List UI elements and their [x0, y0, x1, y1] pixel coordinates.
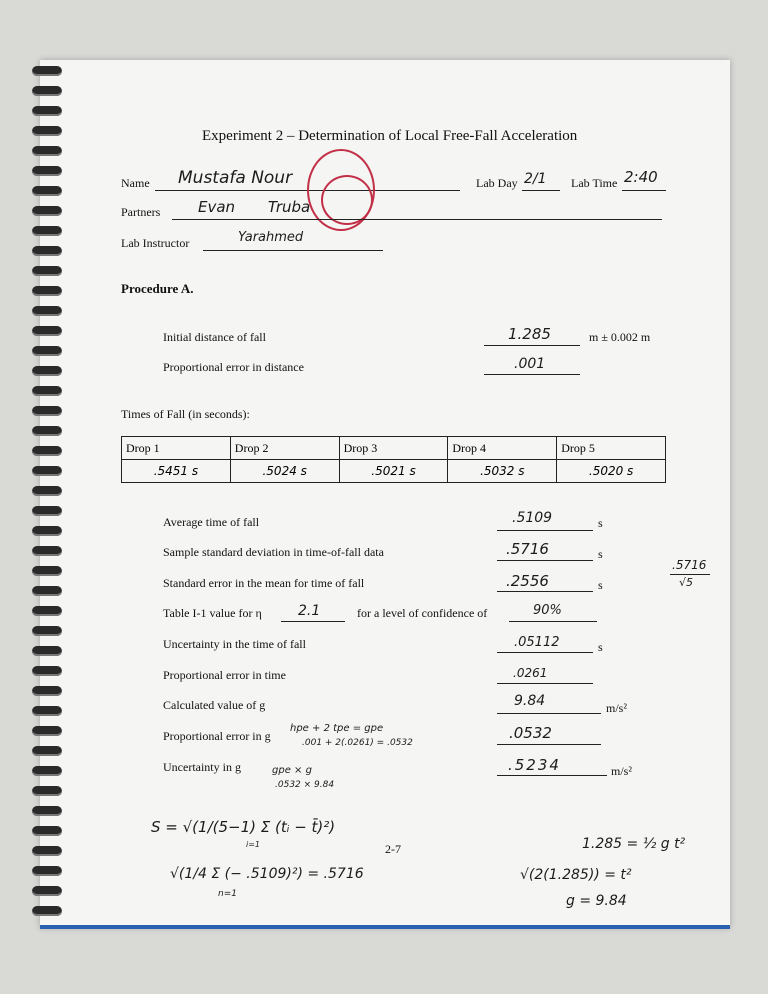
drop-5-value[interactable]: .5020 s: [557, 460, 666, 483]
lab-time-label: Lab Time: [571, 176, 618, 190]
initial-distance-line: [484, 345, 580, 346]
spiral-ring: [32, 286, 62, 296]
spiral-ring: [32, 446, 62, 456]
spiral-ring: [32, 906, 62, 916]
drop-4-value[interactable]: .5032 s: [448, 460, 557, 483]
times-value-row: [122, 460, 666, 483]
side-fraction-bottom: √5: [679, 576, 694, 589]
spiral-ring: [32, 426, 62, 436]
avg-time-unit: s: [598, 516, 603, 530]
spiral-ring: [32, 326, 62, 336]
lab-time-line: [622, 190, 666, 191]
unc-g-unit: m/s²: [611, 764, 632, 778]
spiral-ring: [32, 166, 62, 176]
spiral-ring: [32, 846, 62, 856]
prop-error-distance-value[interactable]: .001: [514, 356, 546, 372]
spiral-ring: [32, 646, 62, 656]
page-title: Experiment 2 – Determination of Local Free-Fall Acceleration: [202, 128, 578, 144]
spiral-ring: [32, 466, 62, 476]
spiral-ring: [32, 386, 62, 396]
spiral-ring: [32, 686, 62, 696]
unc-time-unit: s: [598, 640, 603, 654]
calc-g-label: Calculated value of g: [163, 698, 266, 712]
instructor-line: [203, 250, 383, 251]
spiral-ring: [32, 406, 62, 416]
drop-1-value[interactable]: .5451 s: [122, 460, 231, 483]
lab-day-value[interactable]: 2/1: [524, 171, 547, 187]
partners-line: [172, 219, 662, 220]
lab-day-label: Lab Day: [476, 176, 518, 190]
avg-time-line: [497, 530, 593, 531]
spiral-ring: [32, 746, 62, 756]
unc-time-value[interactable]: .05112: [514, 635, 560, 650]
times-heading: Times of Fall (in seconds):: [121, 407, 250, 421]
spiral-ring: [32, 366, 62, 376]
spiral-ring: [32, 146, 62, 156]
spiral-ring: [32, 786, 62, 796]
instructor-label: Lab Instructor: [121, 236, 190, 250]
drop-3-header: Drop 3: [339, 437, 448, 460]
spiral-ring: [32, 626, 62, 636]
sem-line: [497, 591, 593, 592]
spiral-ring: [32, 66, 62, 76]
avg-time-label: Average time of fall: [163, 515, 260, 529]
calc-g-value[interactable]: 9.84: [514, 693, 546, 709]
unc-g-work-line1: gpe × g: [272, 765, 312, 776]
prop-time-label: Proportional error in time: [163, 668, 286, 682]
drop-2-header: Drop 2: [230, 437, 339, 460]
spiral-ring: [32, 726, 62, 736]
formula-calc: √(1/4 Σ (− .5109)²) = .5716: [170, 866, 364, 882]
table-eta-value[interactable]: 2.1: [298, 603, 321, 619]
spiral-ring: [32, 546, 62, 556]
spiral-ring: [32, 806, 62, 816]
spiral-ring: [32, 346, 62, 356]
drop-1-header: Drop 1: [122, 437, 231, 460]
prop-g-work-line2: .001 + 2(.0261) = .0532: [302, 738, 413, 748]
formula-sd: S = √(1/(5−1) Σ (tᵢ − t̄)²): [151, 818, 336, 836]
spiral-ring: [32, 566, 62, 576]
table-eta-label: Table I-1 value for η: [163, 606, 262, 620]
times-header-row: [122, 437, 666, 460]
drop-2-value[interactable]: .5024 s: [230, 460, 339, 483]
grading-circle-mark-inner: [321, 175, 373, 225]
side-fraction-top: .5716: [672, 558, 707, 572]
spiral-ring: [32, 606, 62, 616]
std-dev-line: [497, 560, 593, 561]
spiral-ring: [32, 866, 62, 876]
lab-day-line: [522, 190, 560, 191]
spiral-ring: [32, 526, 62, 536]
spiral-binding: [32, 66, 66, 926]
procedure-heading: Procedure A.: [121, 281, 194, 296]
partners-value[interactable]: Evan Truba: [198, 198, 311, 216]
std-dev-unit: s: [598, 547, 603, 561]
spiral-ring: [32, 86, 62, 96]
spiral-ring: [32, 126, 62, 136]
spiral-ring: [32, 486, 62, 496]
spiral-ring: [32, 826, 62, 836]
prop-g-line: [497, 744, 601, 745]
name-value[interactable]: Mustafa Nour: [178, 168, 293, 188]
confidence-value[interactable]: 90%: [533, 603, 562, 618]
spiral-ring: [32, 206, 62, 216]
unc-g-label: Uncertainty in g: [163, 760, 241, 774]
prop-error-distance-line: [484, 374, 580, 375]
spiral-ring: [32, 586, 62, 596]
instructor-value[interactable]: Yarahmed: [238, 230, 304, 245]
spiral-ring: [32, 706, 62, 716]
formula-calc-index: n=1: [218, 889, 237, 899]
prop-time-line: [497, 683, 593, 684]
times-table: [121, 436, 666, 483]
avg-time-value[interactable]: .5109: [512, 510, 553, 526]
spiral-ring: [32, 666, 62, 676]
unc-g-value[interactable]: .5234: [508, 756, 561, 774]
unc-g-work-line2: .0532 × 9.84: [275, 780, 335, 790]
kinematics-line3: g = 9.84: [566, 893, 627, 909]
initial-distance-label: Initial distance of fall: [163, 330, 266, 344]
spiral-ring: [32, 106, 62, 116]
prop-g-label: Proportional error in g: [163, 729, 271, 743]
formula-sd-index: i=1: [246, 840, 261, 849]
spiral-ring: [32, 766, 62, 776]
page-number: 2-7: [385, 842, 401, 856]
calc-g-unit: m/s²: [606, 701, 627, 715]
spiral-ring: [32, 226, 62, 236]
sem-value[interactable]: .2556: [506, 572, 549, 590]
prop-error-distance-label: Proportional error in distance: [163, 360, 304, 374]
sem-label: Standard error in the mean for time of fall: [163, 576, 365, 590]
drop-3-value[interactable]: .5021 s: [339, 460, 448, 483]
spiral-ring: [32, 266, 62, 276]
prop-g-work-line1: hpe + 2 tpe = gpe: [290, 723, 384, 734]
page-bottom-edge: [40, 925, 730, 929]
confidence-label: for a level of confidence of: [357, 606, 488, 620]
prop-time-value[interactable]: .0261: [513, 666, 548, 680]
unc-time-label: Uncertainty in the time of fall: [163, 637, 306, 651]
spiral-ring: [32, 886, 62, 896]
lab-time-value[interactable]: 2:40: [624, 168, 658, 186]
kinematics-line2: √(2(1.285)) = t²: [520, 867, 632, 883]
initial-distance-unit: m ± 0.002 m: [589, 330, 651, 344]
name-label: Name: [121, 176, 150, 190]
spiral-ring: [32, 306, 62, 316]
spiral-ring: [32, 506, 62, 516]
kinematics-line1: 1.285 = ½ g t²: [582, 836, 686, 852]
sem-unit: s: [598, 578, 603, 592]
drop-5-header: Drop 5: [557, 437, 666, 460]
spiral-ring: [32, 186, 62, 196]
spiral-ring: [32, 246, 62, 256]
confidence-line: [509, 621, 597, 622]
initial-distance-value[interactable]: 1.285: [508, 325, 551, 343]
drop-4-header: Drop 4: [448, 437, 557, 460]
unc-time-line: [497, 652, 593, 653]
unc-g-line: [497, 775, 607, 776]
side-fraction-bar: [670, 574, 710, 575]
partners-label: Partners: [121, 205, 161, 219]
calc-g-line: [497, 713, 601, 714]
std-dev-value[interactable]: .5716: [506, 540, 549, 558]
prop-g-value[interactable]: .0532: [509, 724, 552, 742]
std-dev-label: Sample standard deviation in time-of-fall data: [163, 545, 384, 559]
table-eta-line: [281, 621, 345, 622]
